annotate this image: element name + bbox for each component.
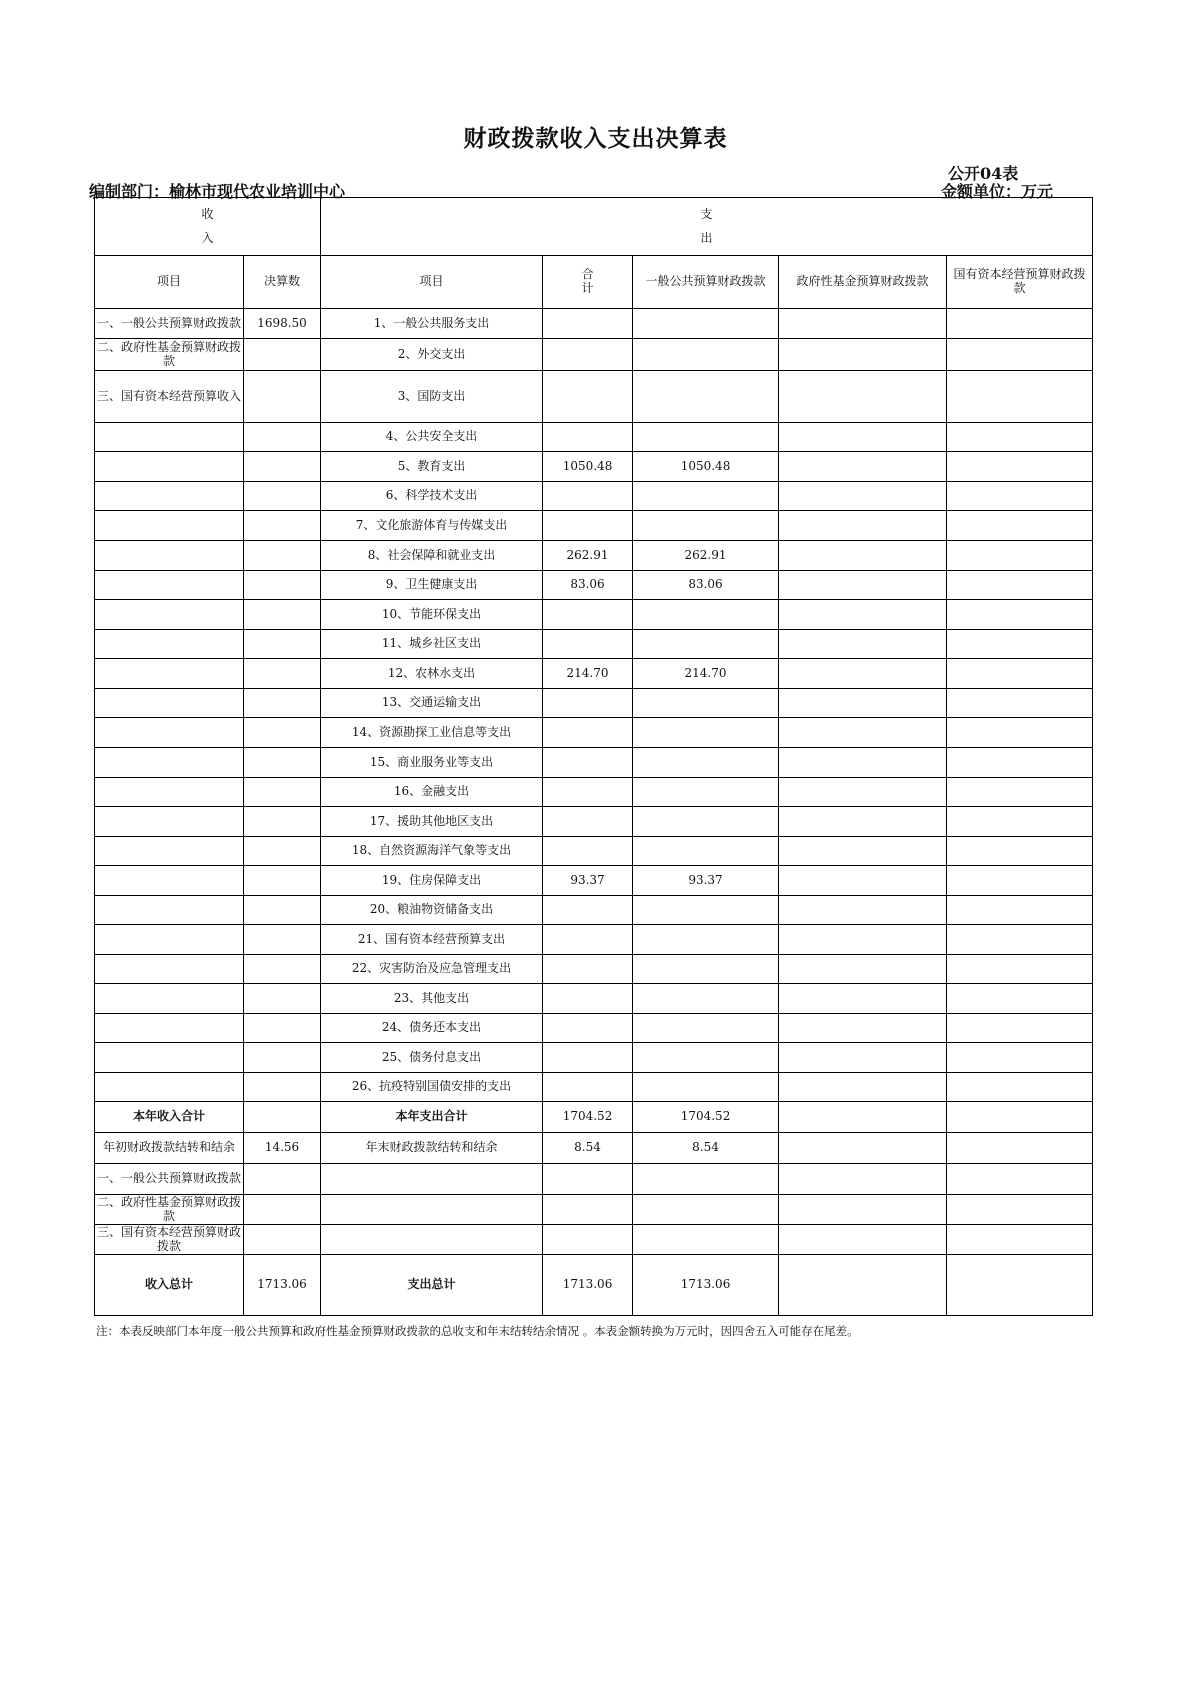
fund-budget-cell <box>779 778 947 807</box>
income-item-cell: 年初财政拨款结转和结余 <box>95 1133 244 1164</box>
fund-budget-cell <box>779 1133 947 1164</box>
general-budget-cell <box>633 1014 779 1043</box>
state-capital-cell <box>947 955 1093 984</box>
general-budget-cell <box>633 748 779 778</box>
fund-budget-cell <box>779 748 947 778</box>
general-budget-cell <box>633 1225 779 1255</box>
total-amount-cell <box>543 837 633 866</box>
state-capital-cell <box>947 925 1093 955</box>
expense-item-cell: 10、节能环保支出 <box>321 600 543 630</box>
budget-table <box>94 197 1093 1316</box>
income-item-cell <box>95 600 244 630</box>
expense-item-cell: 15、商业服务业等支出 <box>321 748 543 778</box>
fund-budget-cell <box>779 309 947 339</box>
fund-budget-cell <box>779 925 947 955</box>
expense-item-cell: 11、城乡社区支出 <box>321 630 543 659</box>
income-item-cell <box>95 896 244 925</box>
income-item-cell: 收入总计 <box>95 1255 244 1316</box>
general-budget-cell <box>633 984 779 1014</box>
total-amount-cell <box>543 600 633 630</box>
total-amount-cell <box>543 339 633 371</box>
fund-budget-cell <box>779 1195 947 1225</box>
income-item-cell <box>95 1014 244 1043</box>
general-budget-cell <box>633 778 779 807</box>
income-item-cell <box>95 778 244 807</box>
expense-item-cell: 25、债务付息支出 <box>321 1043 543 1073</box>
general-budget-cell: 1704.52 <box>633 1102 779 1133</box>
table-row <box>95 309 1093 339</box>
income-item-cell <box>95 837 244 866</box>
state-capital-cell <box>947 309 1093 339</box>
table-row <box>95 955 1093 984</box>
general-budget-cell <box>633 689 779 718</box>
income-amount-cell <box>244 600 321 630</box>
income-item-cell <box>95 925 244 955</box>
amount-unit: 金额单位：万元 <box>941 182 1054 201</box>
fund-budget-cell <box>779 423 947 452</box>
income-amount-cell <box>244 511 321 541</box>
income-item-cell <box>95 807 244 837</box>
state-capital-cell <box>947 1073 1093 1102</box>
income-amount-cell <box>244 423 321 452</box>
general-budget-cell <box>633 925 779 955</box>
expense-item-cell: 1、一般公共服务支出 <box>321 309 543 339</box>
general-budget-cell: 214.70 <box>633 659 779 689</box>
state-capital-cell <box>947 1225 1093 1255</box>
table-row <box>95 866 1093 896</box>
table-row <box>95 630 1093 659</box>
state-capital-cell <box>947 866 1093 896</box>
table-row <box>95 423 1093 452</box>
state-capital-cell <box>947 1014 1093 1043</box>
state-capital-cell <box>947 748 1093 778</box>
general-budget-cell <box>633 339 779 371</box>
fund-budget-cell <box>779 630 947 659</box>
income-item-cell <box>95 866 244 896</box>
total-amount-cell <box>543 748 633 778</box>
income-item-cell <box>95 984 244 1014</box>
table-row <box>95 837 1093 866</box>
col-fund-budget: 政府性基金预算财政拨款 <box>779 256 947 309</box>
income-item-cell <box>95 955 244 984</box>
income-item-cell <box>95 482 244 511</box>
general-budget-cell: 1713.06 <box>633 1255 779 1316</box>
income-item-cell <box>95 452 244 482</box>
col-income-item: 项目 <box>95 256 244 309</box>
total-amount-cell <box>543 718 633 748</box>
fund-budget-cell <box>779 371 947 423</box>
general-budget-cell <box>633 718 779 748</box>
income-amount-cell: 1698.50 <box>244 309 321 339</box>
total-amount-cell <box>543 371 633 423</box>
table-row <box>95 371 1093 423</box>
general-budget-cell: 93.37 <box>633 866 779 896</box>
income-amount-cell <box>244 718 321 748</box>
fund-budget-cell <box>779 984 947 1014</box>
table-row <box>95 571 1093 600</box>
income-amount-cell <box>244 748 321 778</box>
expense-item-cell <box>321 1164 543 1195</box>
state-capital-cell <box>947 1043 1093 1073</box>
table-row <box>95 748 1093 778</box>
fund-budget-cell <box>779 541 947 571</box>
table-row <box>95 541 1093 571</box>
fund-budget-cell <box>779 659 947 689</box>
expense-item-cell: 12、农林水支出 <box>321 659 543 689</box>
income-group-header <box>95 198 321 256</box>
income-amount-cell <box>244 866 321 896</box>
general-budget-cell <box>633 309 779 339</box>
fund-budget-cell <box>779 689 947 718</box>
income-amount-cell: 1713.06 <box>244 1255 321 1316</box>
state-capital-cell <box>947 659 1093 689</box>
expense-item-cell: 19、住房保障支出 <box>321 866 543 896</box>
expense-item-cell: 9、卫生健康支出 <box>321 571 543 600</box>
total-amount-cell <box>543 511 633 541</box>
income-amount-cell <box>244 1073 321 1102</box>
fund-budget-cell <box>779 866 947 896</box>
state-capital-cell <box>947 689 1093 718</box>
income-item-cell: 一、一般公共预算财政拨款 <box>95 1164 244 1195</box>
total-amount-cell: 1713.06 <box>543 1255 633 1316</box>
total-amount-cell <box>543 778 633 807</box>
expense-item-cell: 18、自然资源海洋气象等支出 <box>321 837 543 866</box>
income-item-cell <box>95 541 244 571</box>
general-budget-cell: 262.91 <box>633 541 779 571</box>
expense-item-cell: 2、外交支出 <box>321 339 543 371</box>
income-amount-cell <box>244 807 321 837</box>
income-amount-cell: 14.56 <box>244 1133 321 1164</box>
income-amount-cell <box>244 896 321 925</box>
income-amount-cell <box>244 452 321 482</box>
expense-group-header <box>321 198 1093 256</box>
income-amount-cell <box>244 984 321 1014</box>
fund-budget-cell <box>779 1073 947 1102</box>
state-capital-cell <box>947 600 1093 630</box>
col-total-char-2: 计 <box>581 281 594 295</box>
income-char-2: 入 <box>201 230 214 245</box>
total-amount-cell <box>543 689 633 718</box>
income-item-cell <box>95 1073 244 1102</box>
state-capital-cell <box>947 1102 1093 1133</box>
expense-item-cell: 7、文化旅游体育与传媒支出 <box>321 511 543 541</box>
expense-item-cell: 22、灾害防治及应急管理支出 <box>321 955 543 984</box>
total-amount-cell <box>543 807 633 837</box>
income-item-cell: 二、政府性基金预算财政拨款 <box>95 1195 244 1225</box>
income-item-cell <box>95 689 244 718</box>
total-amount-cell <box>543 309 633 339</box>
income-amount-cell <box>244 482 321 511</box>
general-budget-cell <box>633 1195 779 1225</box>
state-capital-cell <box>947 807 1093 837</box>
income-amount-cell <box>244 1164 321 1195</box>
table-row <box>95 1073 1093 1102</box>
state-capital-cell <box>947 423 1093 452</box>
general-budget-cell <box>633 896 779 925</box>
expense-char-1: 支 <box>700 206 713 221</box>
fund-budget-cell <box>779 339 947 371</box>
expense-item-cell: 6、科学技术支出 <box>321 482 543 511</box>
table-row <box>95 718 1093 748</box>
total-amount-cell <box>543 984 633 1014</box>
income-amount-cell <box>244 925 321 955</box>
income-amount-cell <box>244 630 321 659</box>
income-item-cell <box>95 571 244 600</box>
state-capital-cell <box>947 1164 1093 1195</box>
income-item-cell: 一、一般公共预算财政拨款 <box>95 309 244 339</box>
state-capital-cell <box>947 371 1093 423</box>
general-budget-cell: 1050.48 <box>633 452 779 482</box>
table-row <box>95 600 1093 630</box>
compiling-department: 编制部门：榆林市现代农业培训中心 <box>89 182 346 201</box>
total-amount-cell <box>543 423 633 452</box>
table-row <box>95 1164 1093 1195</box>
total-amount-cell: 1050.48 <box>543 452 633 482</box>
total-amount-cell <box>543 630 633 659</box>
state-capital-cell <box>947 541 1093 571</box>
income-amount-cell <box>244 541 321 571</box>
income-amount-cell <box>244 689 321 718</box>
col-total-char-1: 合 <box>581 267 594 282</box>
expense-item-cell: 13、交通运输支出 <box>321 689 543 718</box>
total-amount-cell <box>543 925 633 955</box>
income-amount-cell <box>244 1195 321 1225</box>
income-amount-cell <box>244 659 321 689</box>
total-amount-cell <box>543 1043 633 1073</box>
expense-item-cell: 年末财政拨款结转和结余 <box>321 1133 543 1164</box>
fund-budget-cell <box>779 1043 947 1073</box>
general-budget-cell <box>633 630 779 659</box>
expense-item-cell: 26、抗疫特别国债安排的支出 <box>321 1073 543 1102</box>
state-capital-cell <box>947 511 1093 541</box>
income-amount-cell <box>244 571 321 600</box>
expense-item-cell: 5、教育支出 <box>321 452 543 482</box>
expense-item-cell: 3、国防支出 <box>321 371 543 423</box>
income-amount-cell <box>244 339 321 371</box>
total-amount-cell <box>543 1225 633 1255</box>
state-capital-cell <box>947 482 1093 511</box>
general-budget-cell: 83.06 <box>633 571 779 600</box>
total-amount-cell <box>543 1014 633 1043</box>
state-capital-cell <box>947 339 1093 371</box>
expense-item-cell: 24、债务还本支出 <box>321 1014 543 1043</box>
fund-budget-cell <box>779 511 947 541</box>
table-row <box>95 896 1093 925</box>
general-budget-cell <box>633 423 779 452</box>
fund-budget-cell <box>779 896 947 925</box>
expense-item-cell: 20、粮油物资储备支出 <box>321 896 543 925</box>
general-budget-cell <box>633 1164 779 1195</box>
general-budget-cell <box>633 955 779 984</box>
general-budget-cell <box>633 482 779 511</box>
expense-item-cell: 16、金融支出 <box>321 778 543 807</box>
table-row <box>95 1195 1093 1225</box>
income-amount-cell <box>244 1043 321 1073</box>
fund-budget-cell <box>779 1255 947 1316</box>
income-amount-cell <box>244 1225 321 1255</box>
income-item-cell <box>95 423 244 452</box>
table-row <box>95 778 1093 807</box>
state-capital-cell <box>947 837 1093 866</box>
expense-item-cell: 14、资源勘探工业信息等支出 <box>321 718 543 748</box>
income-char-1: 收 <box>201 206 214 221</box>
fund-budget-cell <box>779 837 947 866</box>
table-row <box>95 807 1093 837</box>
income-amount-cell <box>244 1014 321 1043</box>
general-budget-cell <box>633 1043 779 1073</box>
income-item-cell <box>95 630 244 659</box>
income-amount-cell <box>244 837 321 866</box>
fund-budget-cell <box>779 452 947 482</box>
income-amount-cell <box>244 778 321 807</box>
fund-budget-cell <box>779 571 947 600</box>
table-row <box>95 511 1093 541</box>
expense-item-cell: 本年支出合计 <box>321 1102 543 1133</box>
state-capital-cell <box>947 1133 1093 1164</box>
income-item-cell <box>95 659 244 689</box>
income-item-cell <box>95 748 244 778</box>
income-item-cell: 二、政府性基金预算财政拨款 <box>95 339 244 371</box>
total-amount-cell <box>543 955 633 984</box>
form-number: 公开04表 <box>948 164 1019 183</box>
total-amount-cell: 83.06 <box>543 571 633 600</box>
fund-budget-cell <box>779 718 947 748</box>
state-capital-cell <box>947 984 1093 1014</box>
general-budget-cell <box>633 807 779 837</box>
total-amount-cell: 1704.52 <box>543 1102 633 1133</box>
fund-budget-cell <box>779 955 947 984</box>
table-row <box>95 1014 1093 1043</box>
expense-item-cell <box>321 1195 543 1225</box>
total-amount-cell: 214.70 <box>543 659 633 689</box>
fund-budget-cell <box>779 482 947 511</box>
fund-budget-cell <box>779 600 947 630</box>
expense-item-cell <box>321 1225 543 1255</box>
expense-item-cell: 23、其他支出 <box>321 984 543 1014</box>
state-capital-cell <box>947 778 1093 807</box>
table-row <box>95 1133 1093 1164</box>
state-capital-cell <box>947 896 1093 925</box>
table-row <box>95 689 1093 718</box>
state-capital-cell <box>947 718 1093 748</box>
table-row <box>95 1255 1093 1316</box>
table-row <box>95 452 1093 482</box>
fund-budget-cell <box>779 1164 947 1195</box>
col-total <box>543 256 633 309</box>
expense-item-cell: 8、社会保障和就业支出 <box>321 541 543 571</box>
general-budget-cell: 8.54 <box>633 1133 779 1164</box>
table-row <box>95 1043 1093 1073</box>
total-amount-cell <box>543 1195 633 1225</box>
table-row <box>95 1225 1093 1255</box>
state-capital-cell <box>947 452 1093 482</box>
fund-budget-cell <box>779 1225 947 1255</box>
table-row <box>95 925 1093 955</box>
table-row <box>95 1102 1093 1133</box>
general-budget-cell <box>633 837 779 866</box>
col-general-budget: 一般公共预算财政拨款 <box>633 256 779 309</box>
table-row <box>95 659 1093 689</box>
fund-budget-cell <box>779 1102 947 1133</box>
col-state-capital: 国有资本经营预算财政拨款 <box>947 256 1093 309</box>
general-budget-cell <box>633 600 779 630</box>
expense-item-cell: 17、援助其他地区支出 <box>321 807 543 837</box>
footnote: 注：本表反映部门本年度一般公共预算和政府性基金预算财政拨款的总收支和年末结转结余情况 。本表金额转换为万元时，因四舍五入可能存在尾差。 <box>96 1324 859 1338</box>
state-capital-cell <box>947 1255 1093 1316</box>
col-income-amount: 决算数 <box>244 256 321 309</box>
income-item-cell: 本年收入合计 <box>95 1102 244 1133</box>
general-budget-cell <box>633 1073 779 1102</box>
fund-budget-cell <box>779 807 947 837</box>
table-row <box>95 339 1093 371</box>
general-budget-cell <box>633 511 779 541</box>
income-item-cell <box>95 511 244 541</box>
income-item-cell <box>95 1043 244 1073</box>
page-title: 财政拨款收入支出决算表 <box>463 125 728 152</box>
total-amount-cell <box>543 482 633 511</box>
fund-budget-cell <box>779 1014 947 1043</box>
col-expense-item: 项目 <box>321 256 543 309</box>
total-amount-cell: 262.91 <box>543 541 633 571</box>
table-row <box>95 984 1093 1014</box>
total-amount-cell <box>543 896 633 925</box>
income-item-cell <box>95 718 244 748</box>
expense-char-2: 出 <box>700 230 713 245</box>
expense-item-cell: 4、公共安全支出 <box>321 423 543 452</box>
general-budget-cell <box>633 371 779 423</box>
state-capital-cell <box>947 630 1093 659</box>
state-capital-cell <box>947 571 1093 600</box>
expense-item-cell: 支出总计 <box>321 1255 543 1316</box>
income-item-cell: 三、国有资本经营预算财政拨款 <box>95 1225 244 1255</box>
total-amount-cell: 93.37 <box>543 866 633 896</box>
table-row <box>95 482 1093 511</box>
income-amount-cell <box>244 371 321 423</box>
state-capital-cell <box>947 1195 1093 1225</box>
total-amount-cell: 8.54 <box>543 1133 633 1164</box>
total-amount-cell <box>543 1073 633 1102</box>
income-amount-cell <box>244 1102 321 1133</box>
income-amount-cell <box>244 955 321 984</box>
income-item-cell: 三、国有资本经营预算收入 <box>95 371 244 423</box>
total-amount-cell <box>543 1164 633 1195</box>
expense-item-cell: 21、国有资本经营预算支出 <box>321 925 543 955</box>
